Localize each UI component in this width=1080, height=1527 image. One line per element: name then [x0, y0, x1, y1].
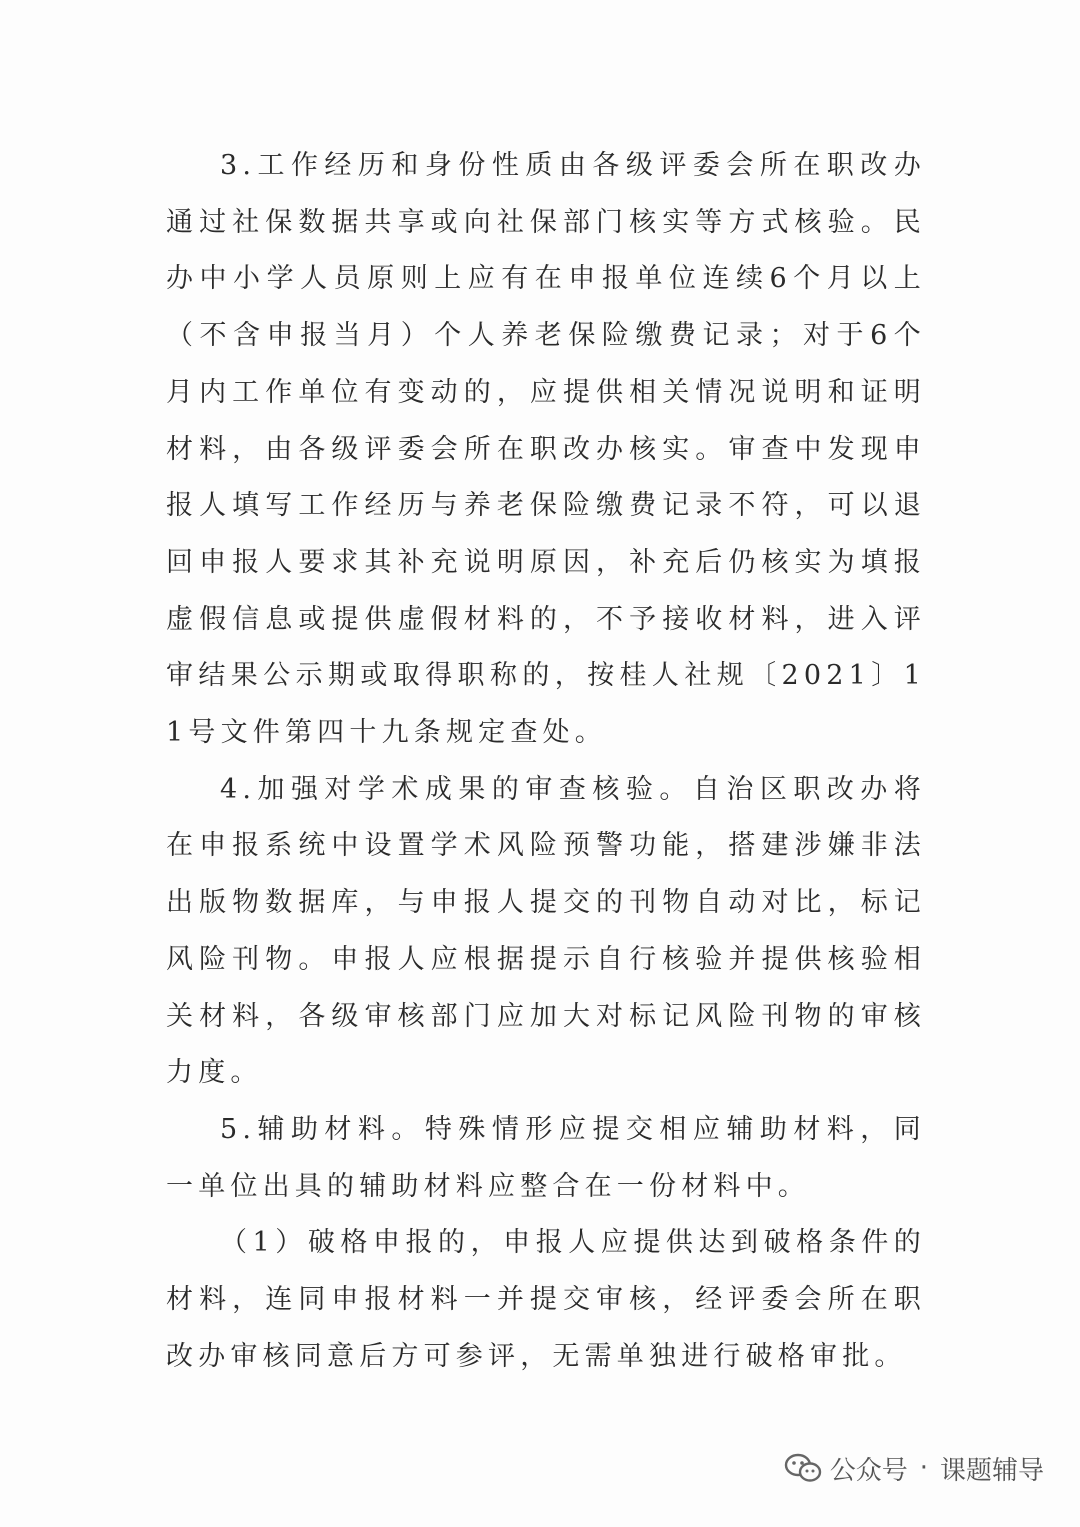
paragraph-5-1-exceptional-application: （1）破格申报的，申报人应提供达到破格条件的材料，连同申报材料一并提交审核，经评委会所在职改办审核同意后方可参评，无需单独进行破格审批。 — [166, 1227, 926, 1372]
paragraph-3-work-experience: 3.工作经历和身份性质由各级评委会所在职改办通过社保数据共享或向社保部门核实等方式核验。民办中小学人员原则上应有在申报单位连续6个月以上（不含申报当月）个人养老保险缴费记录；对于6个月内工作单位有变动的，应提供相关情况说明和证明材料，由各级评委会所在职改办核实。审查中发现申报人填写工作经历与养老保险缴费记录不符，可以退回申报人要求其补充说明原因，补充后仍核实为填报虚假信息或提供虚假材料的，不予接收材料，进入评审结果公示期或取得职称的，按桂人社规〔2021〕11号文件第四十九条规定查处。 — [166, 150, 926, 749]
watermark-account: 课题辅导 — [939, 1455, 1044, 1486]
paragraph-5-auxiliary-materials: 5.辅助材料。特殊情形应提交相应辅助材料，同一单位出具的辅助材料应整合在一份材料中。 — [166, 1113, 926, 1202]
wechat-icon — [784, 1452, 822, 1484]
watermark-separator: · — [919, 1453, 928, 1483]
watermark-prefix: 公众号 — [829, 1455, 908, 1486]
paragraph-4-academic-review: 4.加强对学术成果的审查核验。自治区职改办将在申报系统中设置学术风险预警功能，搭建涉嫌非法出版物数据库，与申报人提交的刊物自动对比，标记风险刊物。申报人应根据提示自行核验并提供核验相关材料，各级审核部门应加大对标记风险刊物的审核力度。 — [166, 773, 926, 1089]
wechat-watermark — [784, 1448, 1044, 1488]
document-body — [166, 138, 926, 1385]
